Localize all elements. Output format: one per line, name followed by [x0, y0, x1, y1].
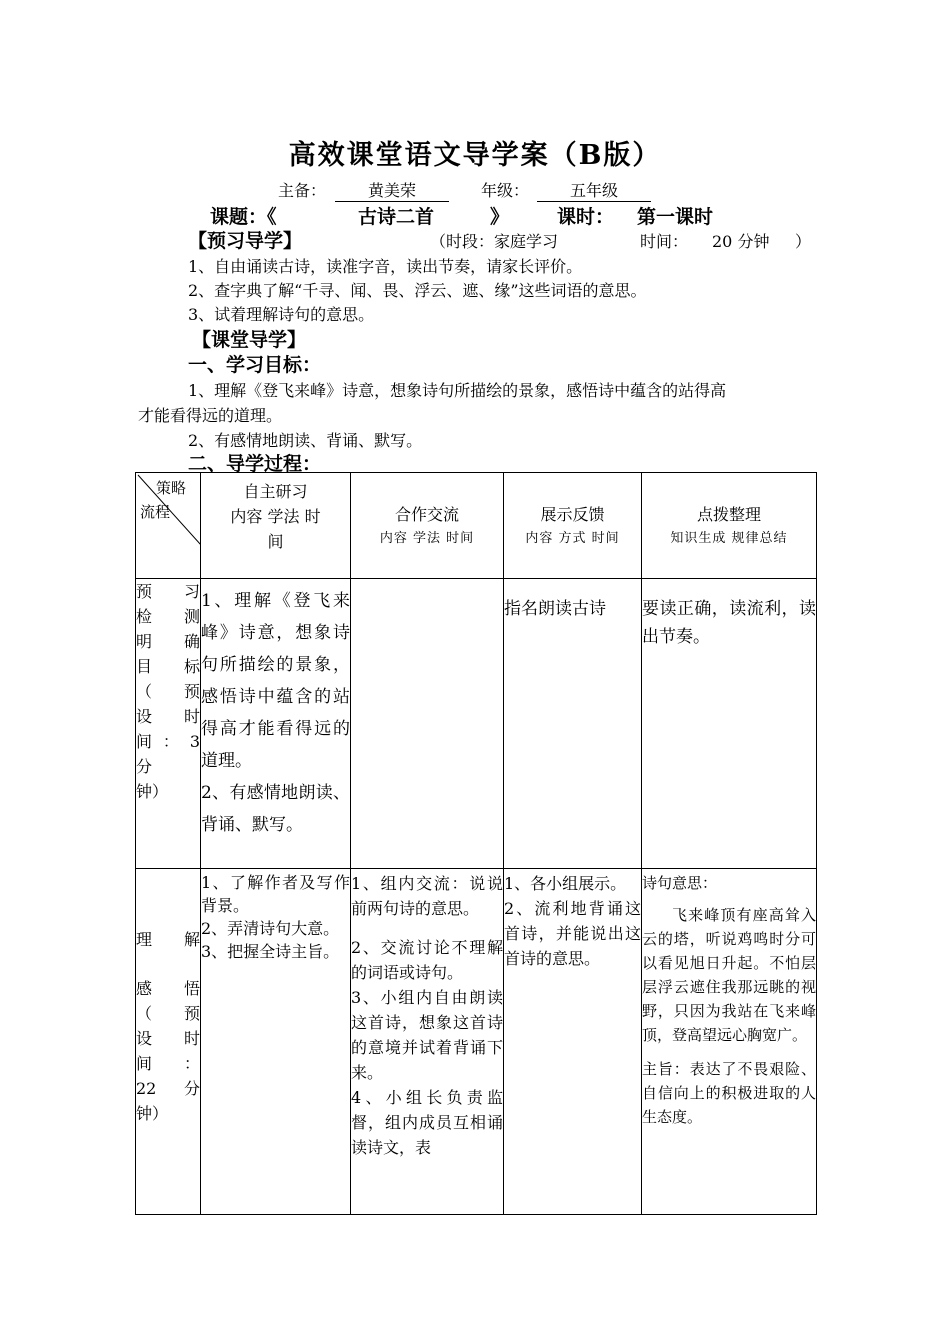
col-self-study-sub: 内容 学法 时	[230, 507, 321, 526]
col-feedback-title: 展示反馈	[540, 504, 605, 524]
stage-text: 设 时	[136, 1029, 200, 1048]
grade-value: 五年级	[537, 178, 651, 202]
table-header-row	[136, 473, 817, 579]
feedback-cell-2	[504, 869, 642, 1215]
stage-text: 间 ：	[136, 1054, 200, 1073]
feedback-cell-1: 指名朗读古诗	[504, 579, 642, 869]
goal-2: 2、有感情地朗读、背诵、默写。	[188, 431, 423, 450]
lead-name: 黄美荣	[335, 178, 449, 202]
table-row	[136, 869, 817, 1215]
stage-text: （ 预	[136, 682, 200, 701]
preview-time-value: 20 分钟	[712, 232, 770, 251]
course-close: 》	[490, 206, 510, 228]
preview-time-label: 时间：	[640, 232, 689, 251]
self-study-text: 3、把握全诗主旨。	[201, 942, 340, 961]
col-self-study-title: 自主研习	[243, 482, 308, 501]
col-feedback-sub: 内容 方式 时间	[525, 530, 620, 546]
col-guidance	[642, 473, 817, 579]
preview-time-note: （时段：家庭学习	[430, 232, 559, 251]
course-label: 课题：《	[210, 206, 277, 228]
period-label: 课时：	[557, 206, 615, 228]
stage-text: 钟）	[136, 782, 169, 801]
self-study-text: 2、有感情地朗读、背诵、默写。	[201, 783, 350, 835]
self-study-text: 1、理解《登飞来峰》诗意，想象诗句所描绘的景象，感悟诗中蕴含的站得高才能看得远的道理。	[201, 591, 350, 771]
corner-top: 策略	[156, 479, 187, 497]
stage-text: 感 悟	[136, 979, 200, 998]
stage-cell-1	[136, 579, 201, 869]
grade-label: 年级：	[481, 181, 530, 200]
guidance-heading: 诗句意思：	[642, 874, 718, 892]
goals-heading: 一、学习目标：	[188, 354, 322, 376]
self-study-cell-2	[201, 869, 351, 1215]
corner-cell	[136, 473, 201, 579]
stage-text: （ 预	[136, 1004, 200, 1023]
preview-item: 1、自由诵读古诗，读准字音，读出节奏，请家长评价。	[188, 257, 583, 276]
page-title: 高效课堂语文导学案（B版）	[288, 140, 662, 171]
guidance-cell-1: 要读正确，读流利，读出节奏。	[642, 579, 817, 869]
preview-time-close: ）	[795, 232, 812, 251]
col-cooperation-sub: 内容 学法 时间	[379, 530, 475, 546]
feedback-text: 2、流利地背诵这首诗，并能说出这首诗的意思。	[504, 899, 641, 968]
stage-text: 目 标	[136, 657, 200, 676]
goal-1-line-1: 1、理解《登飞来峰》诗意，想象诗句所描绘的景象，感悟诗中蕴含的站得高	[188, 381, 727, 400]
preview-heading: 【预习导学】	[188, 230, 303, 252]
guidance-theme: 主旨：表达了不畏艰险、自信向上的积极进取的人生态度。	[642, 1060, 816, 1126]
cooperation-cell-2	[351, 869, 504, 1215]
stage-text: 分	[136, 757, 153, 776]
col-cooperation-title: 合作交流	[394, 504, 459, 524]
stage-text: 钟）	[136, 1104, 169, 1123]
stage-text: 理 解	[136, 930, 200, 949]
col-cooperation	[351, 473, 504, 579]
cooperation-text: 1、组内交流：说说前两句诗的意思。	[351, 874, 503, 918]
self-study-text: 1、了解作者及写作背景。	[201, 873, 350, 915]
col-guidance-title: 点拨整理	[696, 504, 761, 524]
corner-bottom: 流程	[140, 503, 171, 521]
stage-text: 明 确	[136, 632, 200, 651]
feedback-text: 1、各小组展示。	[504, 874, 627, 893]
stage-text: 检 测	[136, 607, 200, 626]
guidance-meaning: 飞来峰顶有座高耸入云的塔，听说鸡鸣时分可以看见旭日升起。不怕层层浮云遮住我那远眺的视野，只因为我站在飞来峰顶，登高望远心胸宽广。	[642, 906, 816, 1044]
preview-item: 3、试着理解诗句的意思。	[188, 305, 375, 324]
course-name: 古诗二首	[358, 206, 435, 228]
cooperation-text: 4、小组长负责监督，组内成员互相诵读诗文，表	[351, 1088, 503, 1157]
goal-1-line-2: 才能看得远的道理。	[138, 406, 283, 425]
col-self-study-sub2: 间	[267, 532, 284, 551]
cooperation-text: 2、交流讨论不理解的词语或诗句。	[351, 938, 503, 982]
col-guidance-sub: 知识生成 规律总结	[670, 530, 788, 546]
self-study-cell-1	[201, 579, 351, 869]
process-heading: 二、导学过程：	[188, 453, 322, 475]
self-study-text: 2、弄清诗句大意。	[201, 919, 340, 938]
cooperation-cell-1	[351, 579, 504, 869]
period-value: 第一课时	[637, 206, 714, 228]
stage-text: 设 时	[136, 707, 200, 726]
guidance-table	[135, 472, 817, 1215]
preview-item: 2、查字典了解“千寻、闻、畏、浮云、遮、缘”这些词语的意思。	[188, 281, 647, 300]
cooperation-text: 3、小组内自由朗读这首诗，想象这首诗的意境并试着背诵下来。	[351, 988, 503, 1082]
stage-cell-2	[136, 869, 201, 1215]
stage-text: 22 分	[136, 1079, 200, 1098]
col-self-study	[201, 473, 351, 579]
classroom-heading: 【课堂导学】	[192, 329, 307, 351]
table-row	[136, 579, 817, 869]
lead-label: 主备：	[278, 181, 327, 200]
guidance-cell-2	[642, 869, 817, 1215]
stage-text: 预 习	[136, 582, 200, 601]
stage-text: 间：3	[136, 732, 200, 751]
col-feedback	[504, 473, 642, 579]
